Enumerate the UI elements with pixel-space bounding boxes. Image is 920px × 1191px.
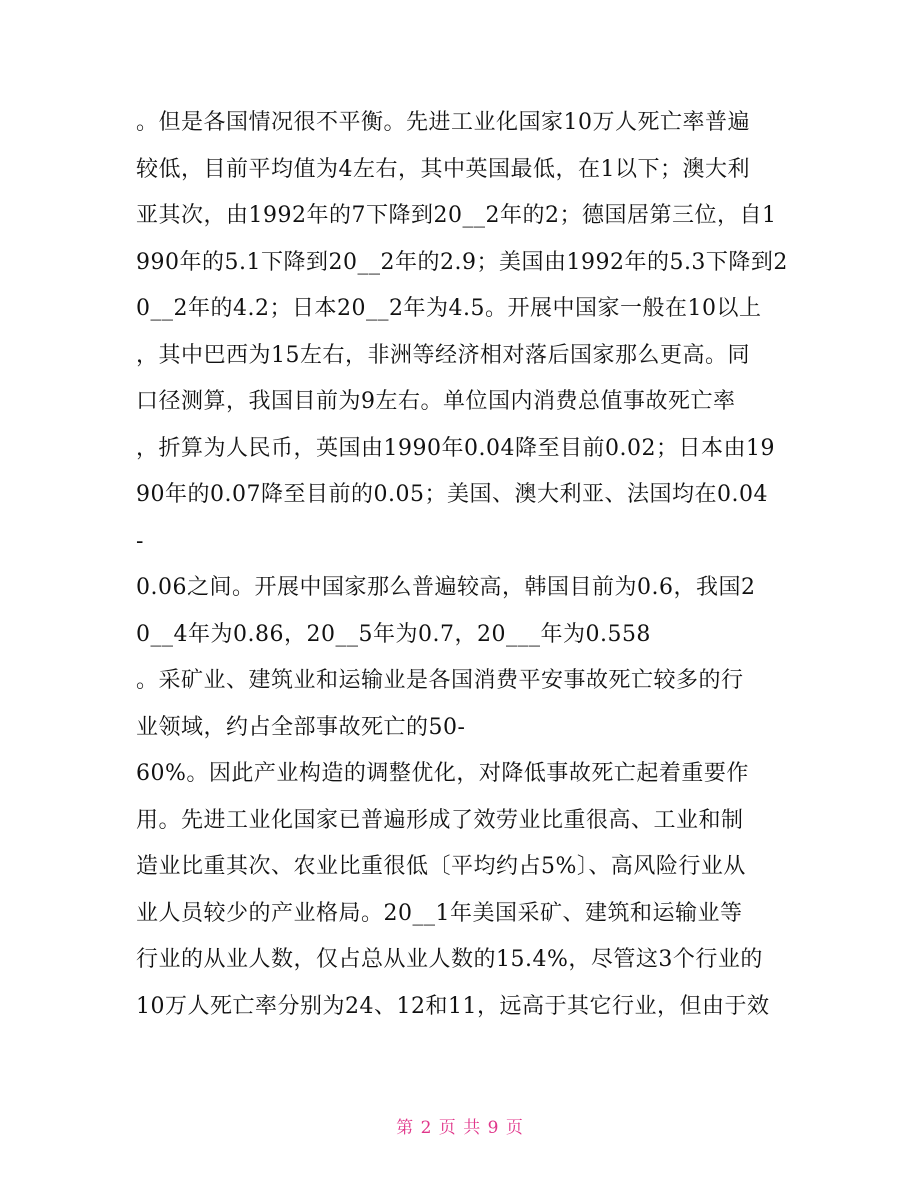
- text-line: 造业比重其次、农业比重很低〔平均约占5%〕、高风险行业从: [136, 854, 746, 879]
- text-line: 较低，目前平均值为4左右，其中英国最低，在1以下；澳大利: [136, 156, 750, 182]
- text-line: 业人员较少的产业格局。20__1年美国采矿、建筑和运输业等: [136, 900, 743, 926]
- text-line: 10万人死亡率分别为24、12和11，远高于其它行业，但由于效: [136, 993, 770, 1019]
- text-line: 0.06之间。开展中国家那么普遍较高，韩国目前为0.6，我国2: [136, 575, 756, 600]
- text-line: 行业的从业人数，仅占总从业人数的15.4%，尽管这3个行业的: [136, 947, 763, 972]
- text-line: 60%。因此产业构造的调整优化，对降低事故死亡起着重要作: [136, 761, 749, 786]
- text-line: ，其中巴西为15左右，非洲等经济相对落后国家那么更高。同: [136, 342, 750, 368]
- text-line: 0__2年的4.2；日本20__2年为4.5。开展中国家一般在10以上: [136, 296, 762, 321]
- body-text: [136, 100, 816, 1030]
- text-line: 口径测算，我国目前为9左右。单位国内消费总值事故死亡率: [136, 389, 736, 414]
- text-line: 。但是各国情况很不平衡。先进工业化国家10万人死亡率普遍: [136, 110, 750, 135]
- text-line: 用。先进工业化国家已普遍形成了效劳业比重很高、工业和制: [136, 807, 744, 833]
- page-number-footer: 第 2 页 共 9 页: [396, 1118, 524, 1138]
- text-line: 990年的5.1下降到20__2年的2.9；美国由1992年的5.3下降到2: [136, 249, 788, 275]
- text-line: -: [136, 528, 144, 554]
- text-line: 业领域，约占全部事故死亡的50-: [136, 714, 466, 740]
- text-line: 亚其次，由1992年的7下降到20__2年的2；德国居第三位，自1: [136, 203, 777, 228]
- text-line: 0__4年为0.86，20__5年为0.7，20___年为0.558: [136, 621, 651, 647]
- text-line: 90年的0.07降至目前的0.05；美国、澳大利亚、法国均在0.04: [136, 482, 768, 507]
- text-line: ，折算为人民币，英国由1990年0.04降至目前0.02；日本由19: [136, 435, 775, 461]
- text-line: 。采矿业、建筑业和运输业是各国消费平安事故死亡较多的行: [136, 668, 744, 693]
